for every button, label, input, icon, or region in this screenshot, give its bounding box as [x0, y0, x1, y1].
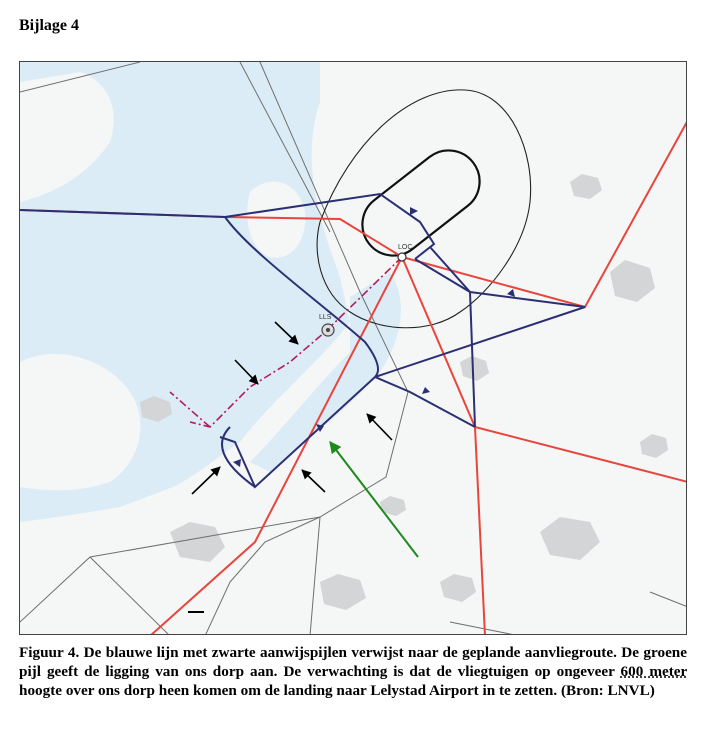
direction-mark — [233, 459, 241, 467]
direction-mark — [410, 207, 418, 215]
lls-marker-center — [326, 328, 330, 332]
boundary-line — [310, 517, 320, 635]
village-location-arrow — [330, 442, 418, 557]
caption-highlight: 600 meter — [620, 663, 687, 680]
control-zone-outer — [317, 90, 531, 328]
town-4 — [610, 260, 655, 302]
caption-text-1: Figuur 4. De blauwe lijn met zwarte aanwijspijlen verwijst naar de geplande aanvliegroute. De groene pijl geeft de ligging van ons dorp aan. De verwachting is dat de vliegtuigen op ongeveer — [19, 644, 687, 680]
approach-route-segment — [430, 247, 470, 292]
approach-route-map — [19, 61, 687, 635]
loc-label: LOC — [398, 244, 413, 251]
red-route — [475, 427, 485, 635]
lls-label: LLS — [319, 314, 332, 321]
page-heading: Bijlage 4 — [19, 17, 79, 34]
control-zone-inner — [350, 138, 492, 268]
town-2 — [320, 574, 366, 610]
approach-route-segment — [375, 377, 475, 427]
caption-text-2: hoogte over ons dorp heen komen om de landing naar Lelystad Airport in te zetten. (Bron: LNVL) — [19, 682, 655, 699]
pointer-arrow — [302, 470, 325, 492]
town-3 — [540, 517, 600, 560]
boundary-line — [20, 557, 170, 635]
direction-mark — [422, 387, 430, 394]
town-9 — [640, 434, 668, 458]
town-6 — [570, 174, 602, 199]
town-8 — [440, 574, 476, 602]
figure-caption — [19, 643, 687, 700]
direction-mark — [507, 289, 515, 297]
boundary-line — [650, 592, 687, 607]
town-5 — [460, 356, 489, 381]
pointer-arrow — [367, 414, 392, 440]
loc-marker — [398, 253, 406, 261]
map-canvas — [20, 62, 687, 635]
approach-route-segment — [415, 259, 470, 292]
